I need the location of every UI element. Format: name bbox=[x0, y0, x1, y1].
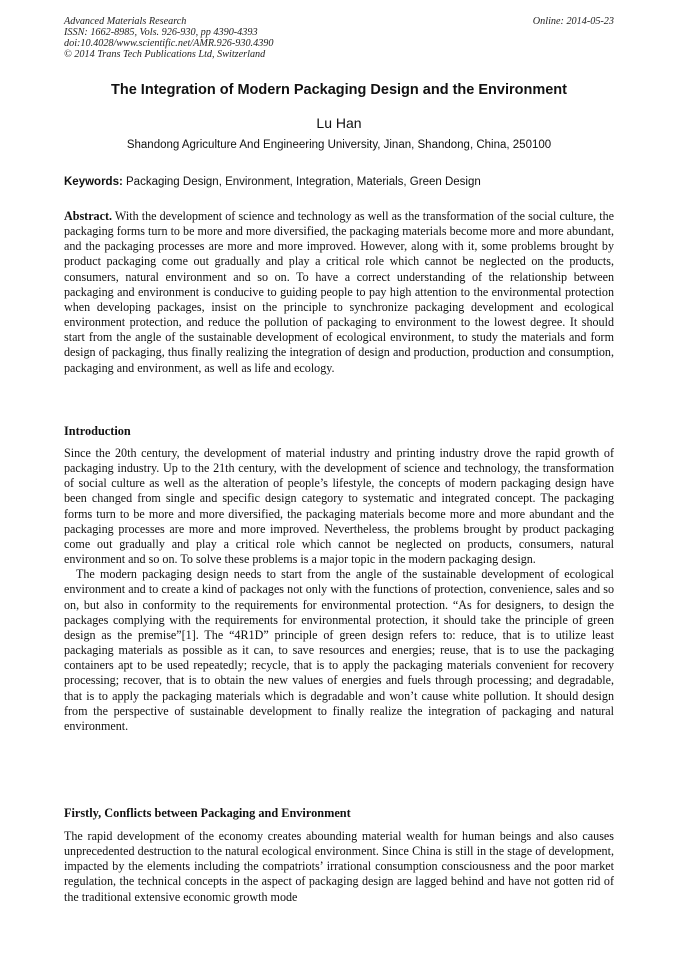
abstract-text: With the development of science and technology as well as the transformation of the social culture, the packaging forms turn to be more and more diversified, the packaging materials become more and more abundant, and the packaging processes are more and more improved. However, along with it, some problems brought by product packaging come out gradually and play a critical role which cannot be neglected on the products, consumers, natural environment and so on. To have a correct understanding of the relationship between packaging and environment is conducive to guiding people to pay high attention to the environmental protection when developing packages, insist on the principle to synchronize packaging development and ecological environment protection, and reduce the pollution of packaging to environment to the lowest degree. It should start from the angle of the sustainable development of ecological environment, to study the materials and form design of packaging, thus finally realizing the integration of design and production, production and consumption, packaging and environment, as well as life and ecology. bbox=[64, 209, 614, 375]
paper-title: The Integration of Modern Packaging Design and the Environment bbox=[111, 82, 567, 98]
author-name: Lu Han bbox=[316, 115, 362, 131]
keywords-list: Packaging Design, Environment, Integration, Materials, Green Design bbox=[126, 176, 481, 188]
keywords-line bbox=[64, 176, 614, 188]
section-1-paragraph-1: The rapid development of the economy creates abounding material wealth for human beings and also causes unprecedented destruction to the natural ecological environment. Since China is still in the stage of development, impacted by the elements including the compatriots’ irrational consumption consciousness and the poor market regulation, the technical concepts in the aspect of packaging design are lagged behind and have not gotten rid of the traditional extensive economic growth mode bbox=[64, 829, 614, 904]
abstract-label: Abstract. bbox=[64, 209, 113, 223]
introduction-paragraph-2: The modern packaging design needs to start from the angle of the sustainable development of ecological environment and to create a kind of packages not only with the functions of protection, convenience, sales and so on, but also in conformity to the requirements for environmental protection. “As for designers, to design the packages complying with the requirements for environmental protection, it should take the principle of green design as the premise”[1]. The “4R1D” principle of green design refers to: reduce, that is to utilize least packaging materials as possible as it can, to save resources and energies; reuse, that is to use the packaging containers apt to be used repeatedly; recycle, that is to apply the packaging materials convenient for recovery processing; recover, that is to obtain the new values of energies and fuels through processing; and degradable, that is to apply the packaging materials which is degradable and won’t cause white pollution. It should design from the perspective of sustainable development to finally realize the integration of packaging and natural environment. bbox=[64, 567, 614, 733]
introduction-heading: Introduction bbox=[64, 424, 131, 438]
issn-line: ISSN: 1662-8985, Vols. 926-930, pp 4390-4393 bbox=[64, 27, 258, 38]
journal-header bbox=[64, 16, 614, 60]
abstract-paragraph bbox=[64, 209, 614, 376]
affiliation: Shandong Agriculture And Engineering University, Jinan, Shandong, China, 250100 bbox=[126, 139, 552, 151]
section-1-body bbox=[64, 829, 614, 905]
abstract-block bbox=[64, 209, 614, 376]
introduction-paragraph-1: Since the 20th century, the development of material industry and printing industry drove the rapid growth of packaging industry. Up to the 21th century, with the development of science and technology, the transformation of social culture as well as the alteration of people’s lifestyle, the concepts of modern packaging design have been changed from single and specific design category to systematic and integrated concept. The packaging forms turn to be more and more diversified, the packaging materials become more and more abundant and the packaging processes are more and more improved. Nevertheless, the problems brought by product packaging come out gradually and play a critical role which cannot be neglected on products, consumers, natural environment and so on. To solve these problems is a major topic in the modern packaging design. bbox=[64, 446, 614, 567]
online-date: Online: 2014-05-23 bbox=[532, 16, 614, 27]
copyright-line: © 2014 Trans Tech Publications Ltd, Switzerland bbox=[64, 49, 266, 60]
journal-name: Advanced Materials Research bbox=[64, 16, 187, 27]
doi-line: doi:10.4028/www.scientific.net/AMR.926-930.4390 bbox=[64, 38, 274, 49]
section-1-heading: Firstly, Conflicts between Packaging and Environment bbox=[64, 806, 351, 820]
keywords-label: Keywords: bbox=[64, 176, 123, 188]
introduction-body bbox=[64, 446, 614, 734]
